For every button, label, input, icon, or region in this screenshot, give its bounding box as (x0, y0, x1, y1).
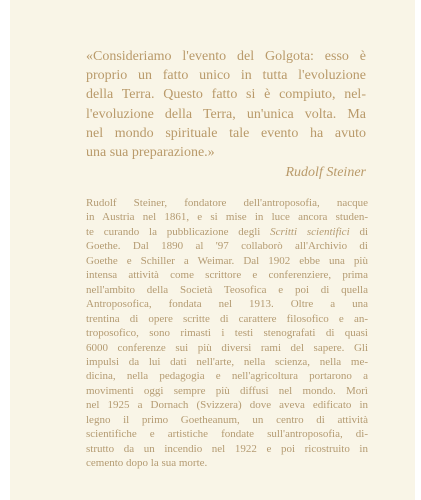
bio-text: te curando la pubblicazione degli (86, 225, 271, 238)
bio-line: troposofico, sono rimasti i testi stenografati di quasi (86, 327, 368, 340)
bio-line: 6000 conferenze sui più diversi rami del sapere. Gli (86, 341, 368, 354)
bio-line: cemento dopo la sua morte. (86, 457, 208, 470)
bio-line: dicina, nella pedagogia e nell'agricoltura portarono a (86, 370, 368, 383)
bio-line: scientifiche e artistiche fondate sull'antroposofia, di- (86, 428, 368, 441)
bio-text: di (349, 225, 369, 238)
bio-line: Rudolf Steiner, fondatore dell'antroposofia, nacque (86, 197, 368, 209)
bio-line: nell'ambito della Società Teosofica e poi di quella (86, 283, 368, 296)
bio-line (86, 225, 368, 239)
bio-line: in Austria nel 1861, e si mise in luce ancora studen- (86, 211, 368, 224)
bio-line: trentina di opere scritte di carattere filosofico e an- (86, 312, 368, 325)
quote-line: «Consideriamo l'evento del Golgota: esso è (86, 49, 366, 64)
bio-line: strutto da un incendio nel 1922 e poi ricostruito in (86, 442, 368, 455)
bio-line: nel 1925 a Dornach (Svizzera) dove aveva edificato in (86, 399, 368, 412)
quote-line: l'evoluzione della Terra, un'unica volta. Ma (86, 106, 366, 122)
bio-line: legno il primo Goetheanum, un centro di attività (86, 413, 368, 426)
book-back-cover (10, 0, 415, 500)
quote-author: Rudolf Steiner (285, 165, 366, 181)
author-biography (86, 196, 368, 471)
bio-line: Antroposofica, fondata nel 1913. Oltre a una (86, 298, 368, 311)
bio-line: Goethe. Dal 1890 al '97 collaborò all'Archivio di (86, 240, 368, 253)
bio-line: impulsi da lui dati nell'arte, nella scienza, nella me- (86, 355, 368, 368)
quote-block (86, 47, 366, 182)
book-title-italic: Scritti scientifici (270, 225, 350, 238)
quote-line: nel mondo spirituale tale evento ha avuto (86, 125, 366, 141)
quote-line: della Terra. Questo fatto si è compiuto, nel- (86, 87, 366, 103)
bio-line: Goethe e Schiller a Weimar. Dal 1902 ebbe una più (86, 254, 368, 267)
bio-line: intensa attività come scrittore e conferenziere, prima (86, 269, 368, 282)
bio-line: movimenti oggi sempre più diffusi nel mondo. Morì (86, 384, 368, 397)
quote-line: proprio un fatto unico in tutta l'evoluzione (86, 68, 366, 84)
quote-line: una sua preparazione.» (86, 145, 215, 161)
